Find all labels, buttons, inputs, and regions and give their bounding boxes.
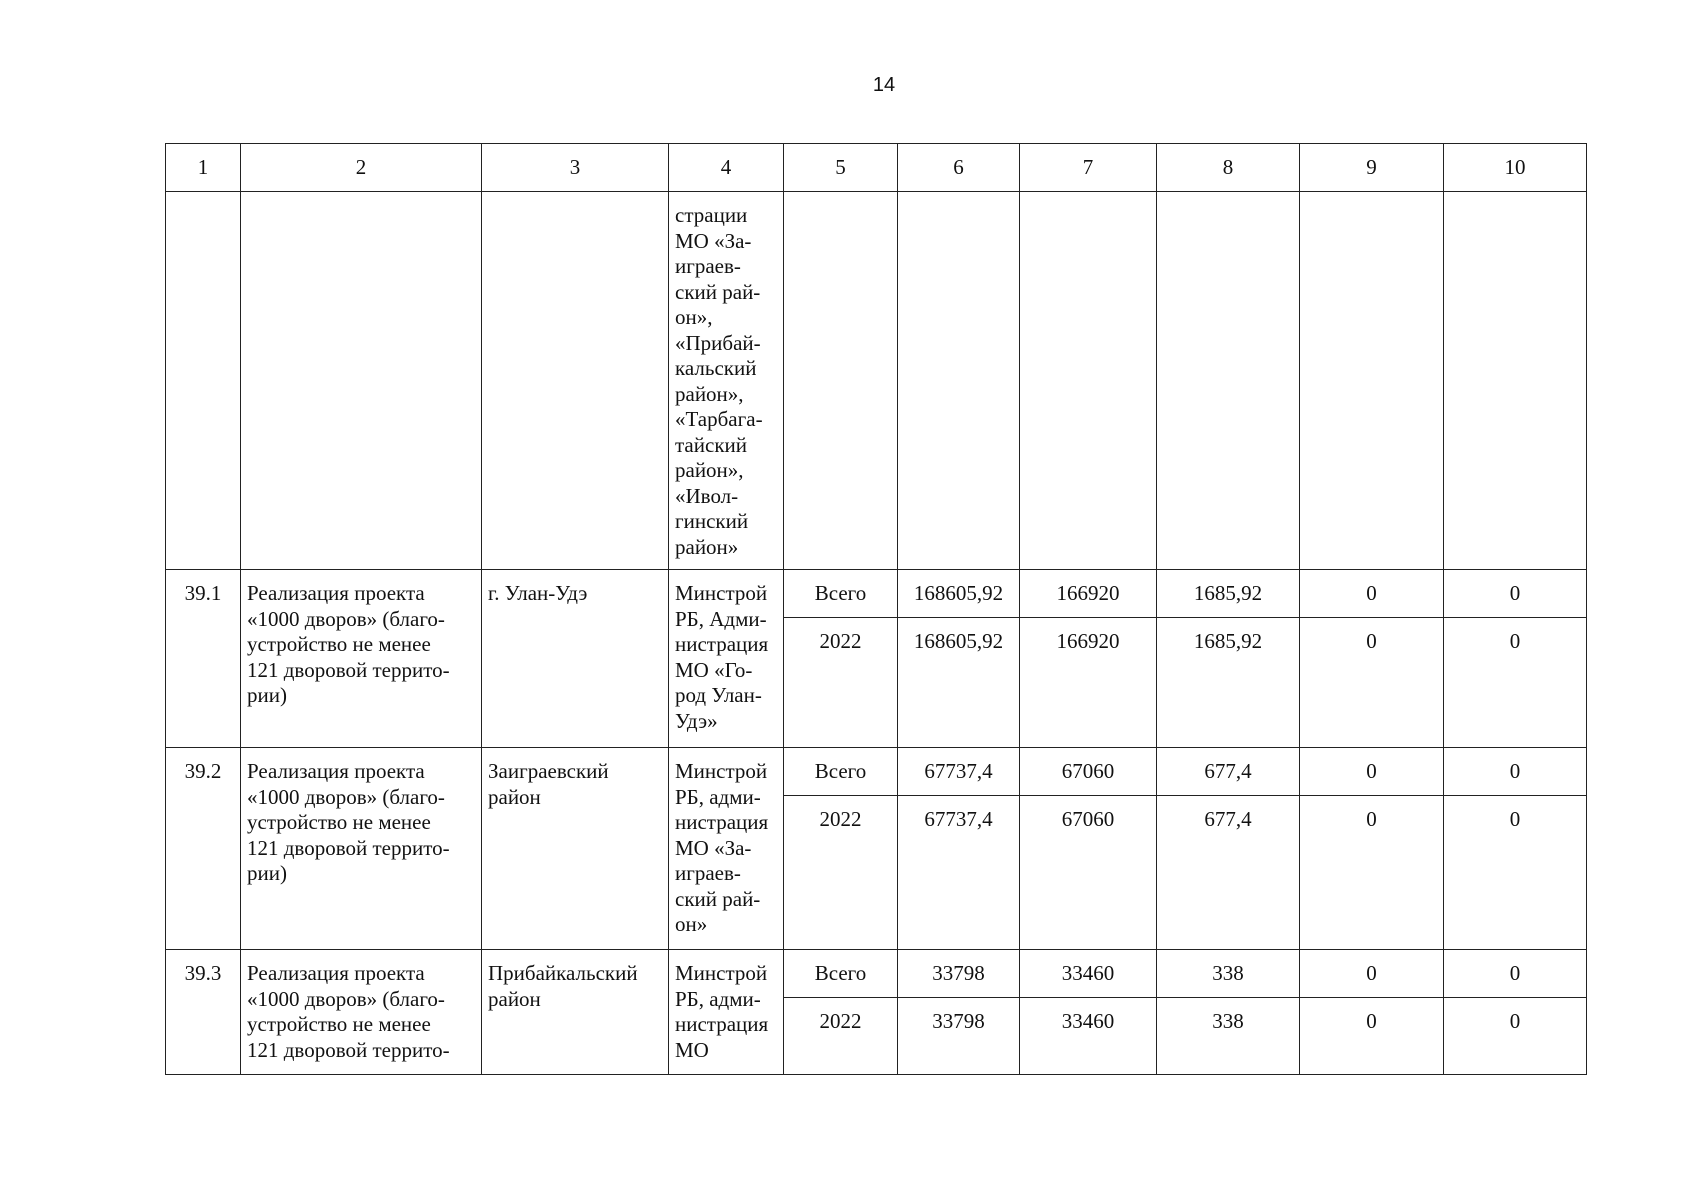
value-col-8: 1685,92 xyxy=(1157,618,1300,748)
measure-name: Реализация проекта «1000 дворов» (благо- устройство не менее 121 дворовой террито- рии) xyxy=(241,570,482,748)
responsible: Минстрой РБ, адми- нистрация МО «За- играев- ский рай- он» xyxy=(669,748,784,950)
header-cell-4: 4 xyxy=(669,144,784,192)
header-cell-3: 3 xyxy=(482,144,669,192)
header-cell-6: 6 xyxy=(898,144,1020,192)
header-cell-10: 10 xyxy=(1444,144,1587,192)
period: 2022 xyxy=(784,998,898,1075)
value-col-7: 166920 xyxy=(1020,618,1157,748)
empty-cell xyxy=(898,192,1020,570)
value-col-7: 67060 xyxy=(1020,748,1157,796)
value-col-8: 677,4 xyxy=(1157,796,1300,950)
value-col-10: 0 xyxy=(1444,748,1587,796)
program-table xyxy=(165,143,1587,1075)
empty-cell xyxy=(1444,192,1587,570)
responsible-cell: страции МО «За- играев- ский рай- он», «Прибай- кальский район», «Тарбага- тайский район», «Ивол- гинский район» xyxy=(669,192,784,570)
period: 2022 xyxy=(784,618,898,748)
period: Всего xyxy=(784,570,898,618)
value-col-6: 168605,92 xyxy=(898,618,1020,748)
value-col-8: 338 xyxy=(1157,998,1300,1075)
location: Заиграевский район xyxy=(482,748,669,950)
value-col-9: 0 xyxy=(1300,748,1444,796)
value-col-10: 0 xyxy=(1444,998,1587,1075)
header-cell-1: 1 xyxy=(166,144,241,192)
value-col-8: 338 xyxy=(1157,950,1300,998)
header-cell-5: 5 xyxy=(784,144,898,192)
value-col-9: 0 xyxy=(1300,950,1444,998)
value-col-9: 0 xyxy=(1300,998,1444,1075)
value-col-6: 33798 xyxy=(898,998,1020,1075)
value-col-7: 33460 xyxy=(1020,950,1157,998)
measure-name: Реализация проекта «1000 дворов» (благо- устройство не менее 121 дворовой террито- xyxy=(241,950,482,1075)
location: г. Улан-Удэ xyxy=(482,570,669,748)
header-cell-9: 9 xyxy=(1300,144,1444,192)
header-cell-7: 7 xyxy=(1020,144,1157,192)
table-row xyxy=(166,570,1587,618)
value-col-8: 677,4 xyxy=(1157,748,1300,796)
value-col-10: 0 xyxy=(1444,950,1587,998)
empty-cell xyxy=(482,192,669,570)
value-col-8: 1685,92 xyxy=(1157,570,1300,618)
location: Прибайкальский район xyxy=(482,950,669,1075)
page-number: 14 xyxy=(872,74,896,96)
row-number: 39.3 xyxy=(166,950,241,1075)
value-col-6: 67737,4 xyxy=(898,796,1020,950)
value-col-7: 33460 xyxy=(1020,998,1157,1075)
value-col-9: 0 xyxy=(1300,796,1444,950)
value-col-7: 67060 xyxy=(1020,796,1157,950)
measure-name: Реализация проекта «1000 дворов» (благо- устройство не менее 121 дворовой террито- рии) xyxy=(241,748,482,950)
empty-cell xyxy=(166,192,241,570)
value-col-10: 0 xyxy=(1444,796,1587,950)
value-col-7: 166920 xyxy=(1020,570,1157,618)
period: Всего xyxy=(784,950,898,998)
row-number: 39.2 xyxy=(166,748,241,950)
value-col-6: 33798 xyxy=(898,950,1020,998)
value-col-6: 168605,92 xyxy=(898,570,1020,618)
header-cell-2: 2 xyxy=(241,144,482,192)
empty-cell xyxy=(1157,192,1300,570)
row-number: 39.1 xyxy=(166,570,241,748)
value-col-9: 0 xyxy=(1300,618,1444,748)
table-row xyxy=(166,950,1587,998)
period: Всего xyxy=(784,748,898,796)
header-row xyxy=(166,144,1587,192)
value-col-9: 0 xyxy=(1300,570,1444,618)
value-col-10: 0 xyxy=(1444,570,1587,618)
header-cell-8: 8 xyxy=(1157,144,1300,192)
responsible: Минстрой РБ, Адми- нистрация МО «Го- род Улан- Удэ» xyxy=(669,570,784,748)
value-col-6: 67737,4 xyxy=(898,748,1020,796)
empty-cell xyxy=(1300,192,1444,570)
responsible: Минстрой РБ, адми- нистрация МО xyxy=(669,950,784,1075)
period: 2022 xyxy=(784,796,898,950)
table-row xyxy=(166,748,1587,796)
empty-cell xyxy=(784,192,898,570)
value-col-10: 0 xyxy=(1444,618,1587,748)
empty-cell xyxy=(1020,192,1157,570)
empty-cell xyxy=(241,192,482,570)
continuation-row xyxy=(166,192,1587,570)
